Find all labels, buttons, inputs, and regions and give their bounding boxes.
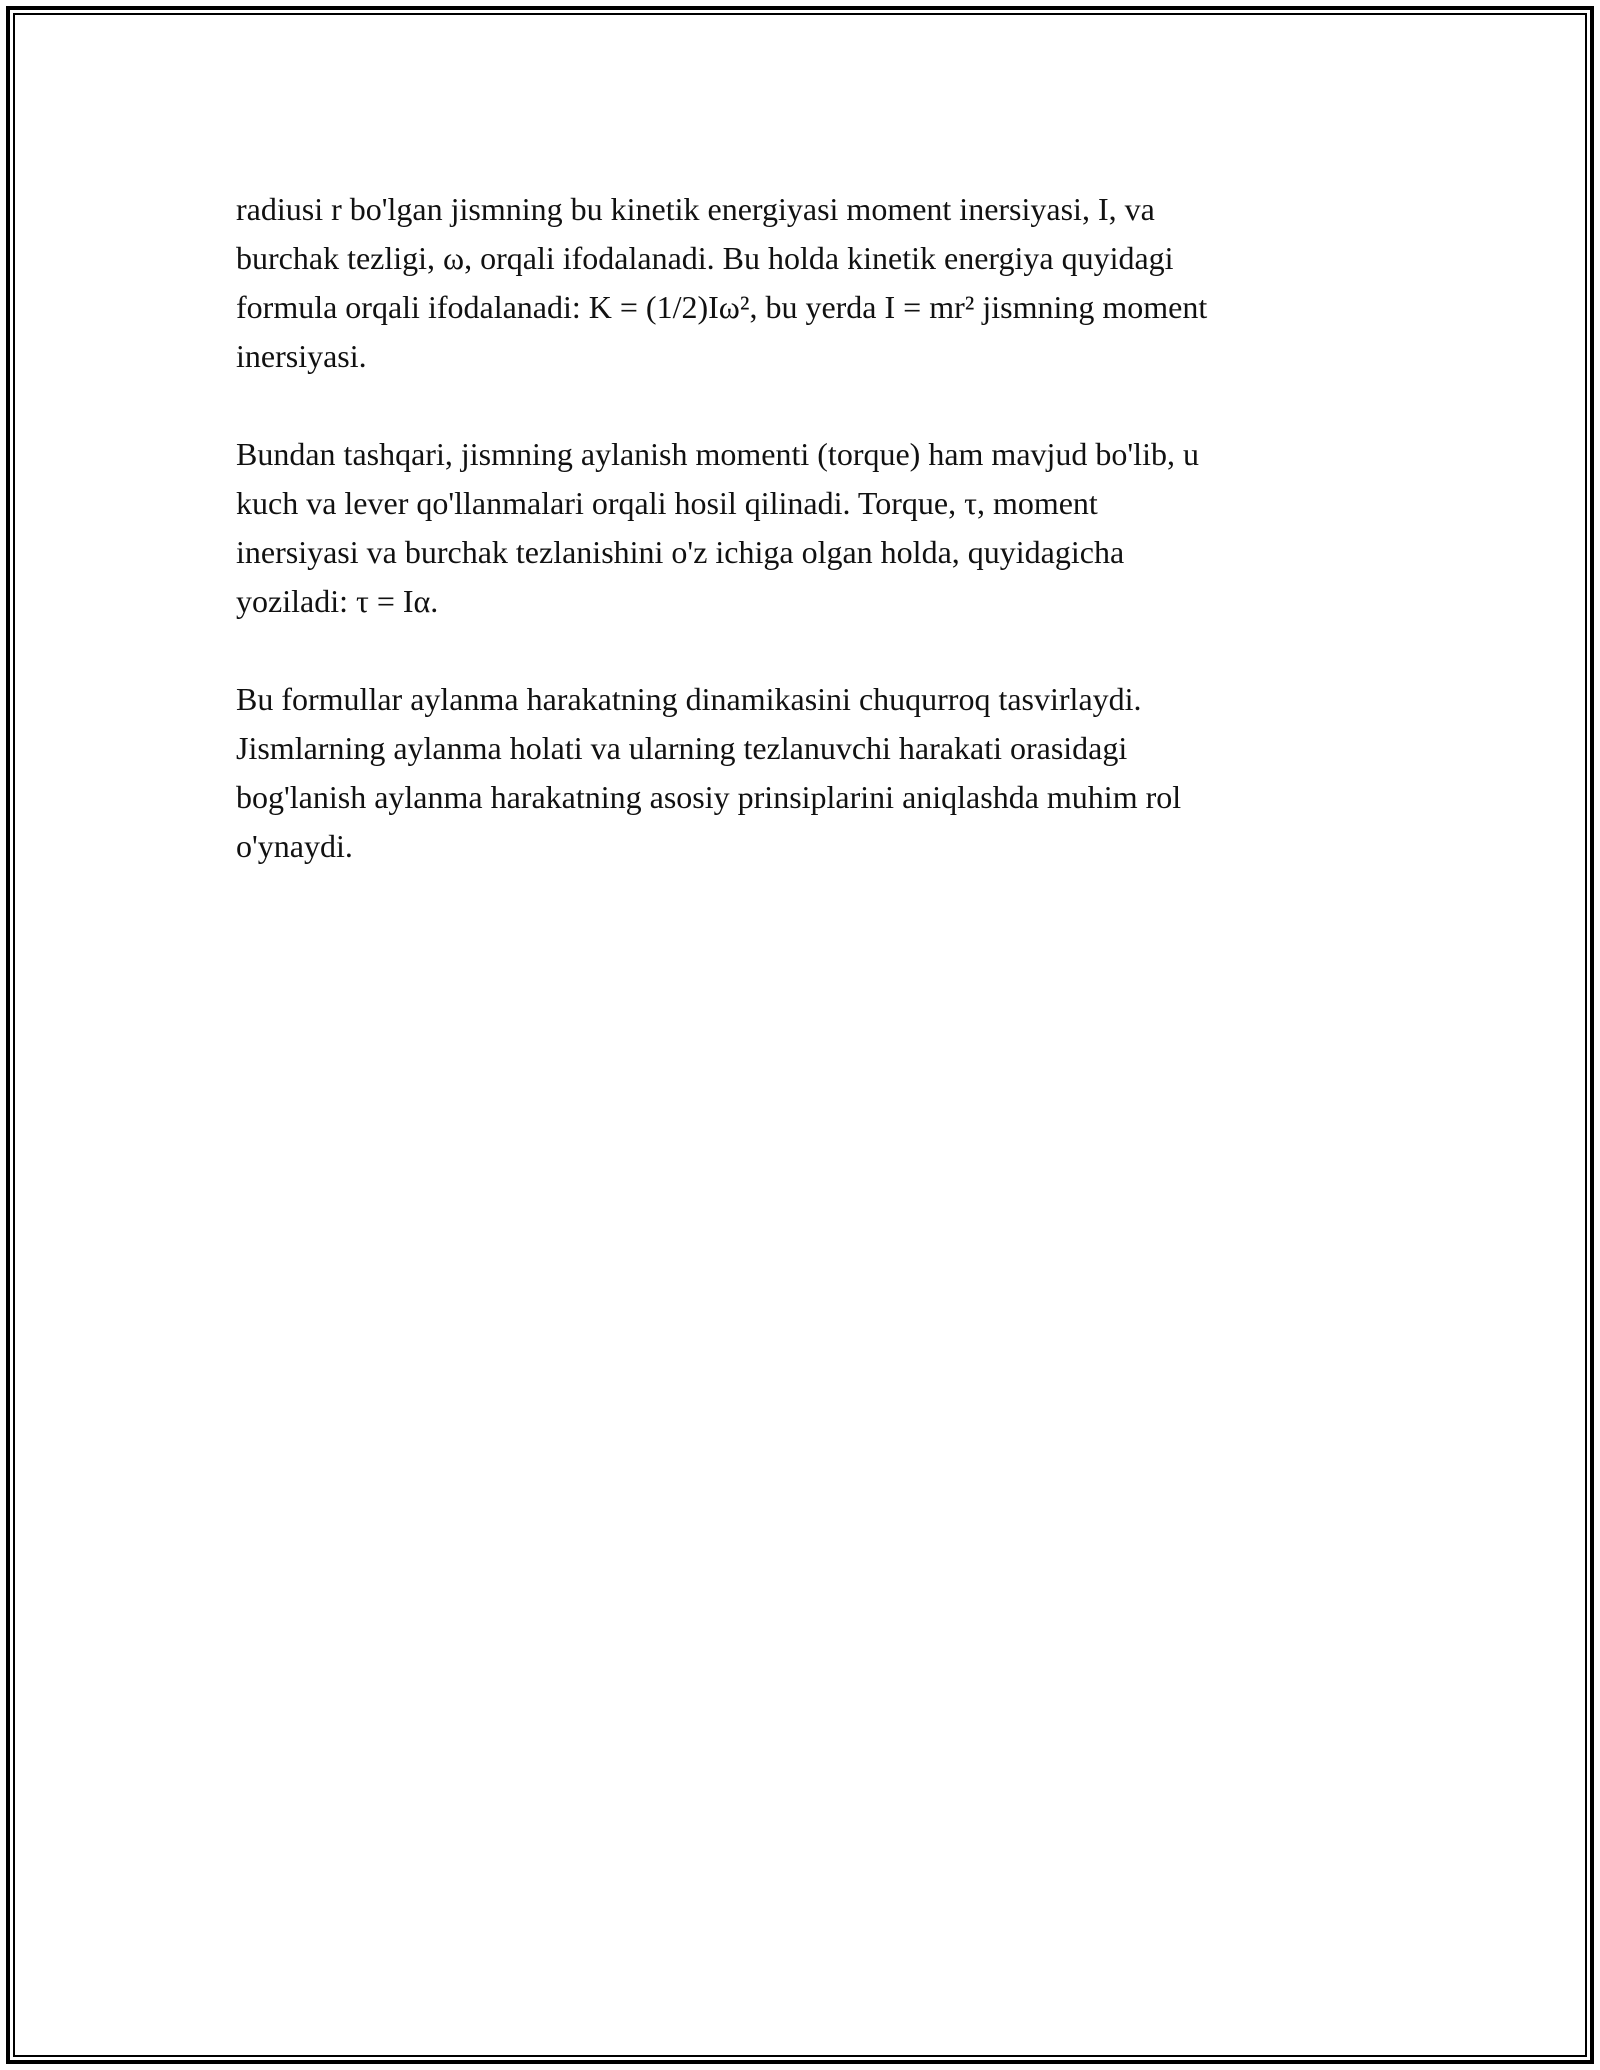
document-body [236, 185, 1366, 920]
paragraph-conclusion: Bu formullar aylanma harakatning dinamikasini chuqurroq tasvirlaydi. Jismlarning aylanma holati va ularning tezlanuvchi harakati orasidagi bog'lanish aylanma harakatning asosiy prinsiplarini aniqlashda muhim rol o'ynaydi. [236, 681, 1182, 864]
paragraph-kinetic-energy: radiusi r bo'lgan jismning bu kinetik energiyasi moment inersiyasi, I, va burchak tezligi, ω, orqali ifodalanadi. Bu holda kinetik energiya quyidagi formula orqali ifodalanadi: K = (1/2)Iω², bu yerda I = mr² jismning moment inersiyasi. [236, 191, 1208, 374]
paragraph-torque: Bundan tashqari, jismning aylanish momenti (torque) ham mavjud bo'lib, u kuch va lever qo'llanmalari orqali hosil qilinadi. Torque, τ, moment inersiyasi va burchak tezlanishini o'z ichiga olgan holda, quyidagicha yoziladi: τ = Iα. [236, 436, 1199, 619]
